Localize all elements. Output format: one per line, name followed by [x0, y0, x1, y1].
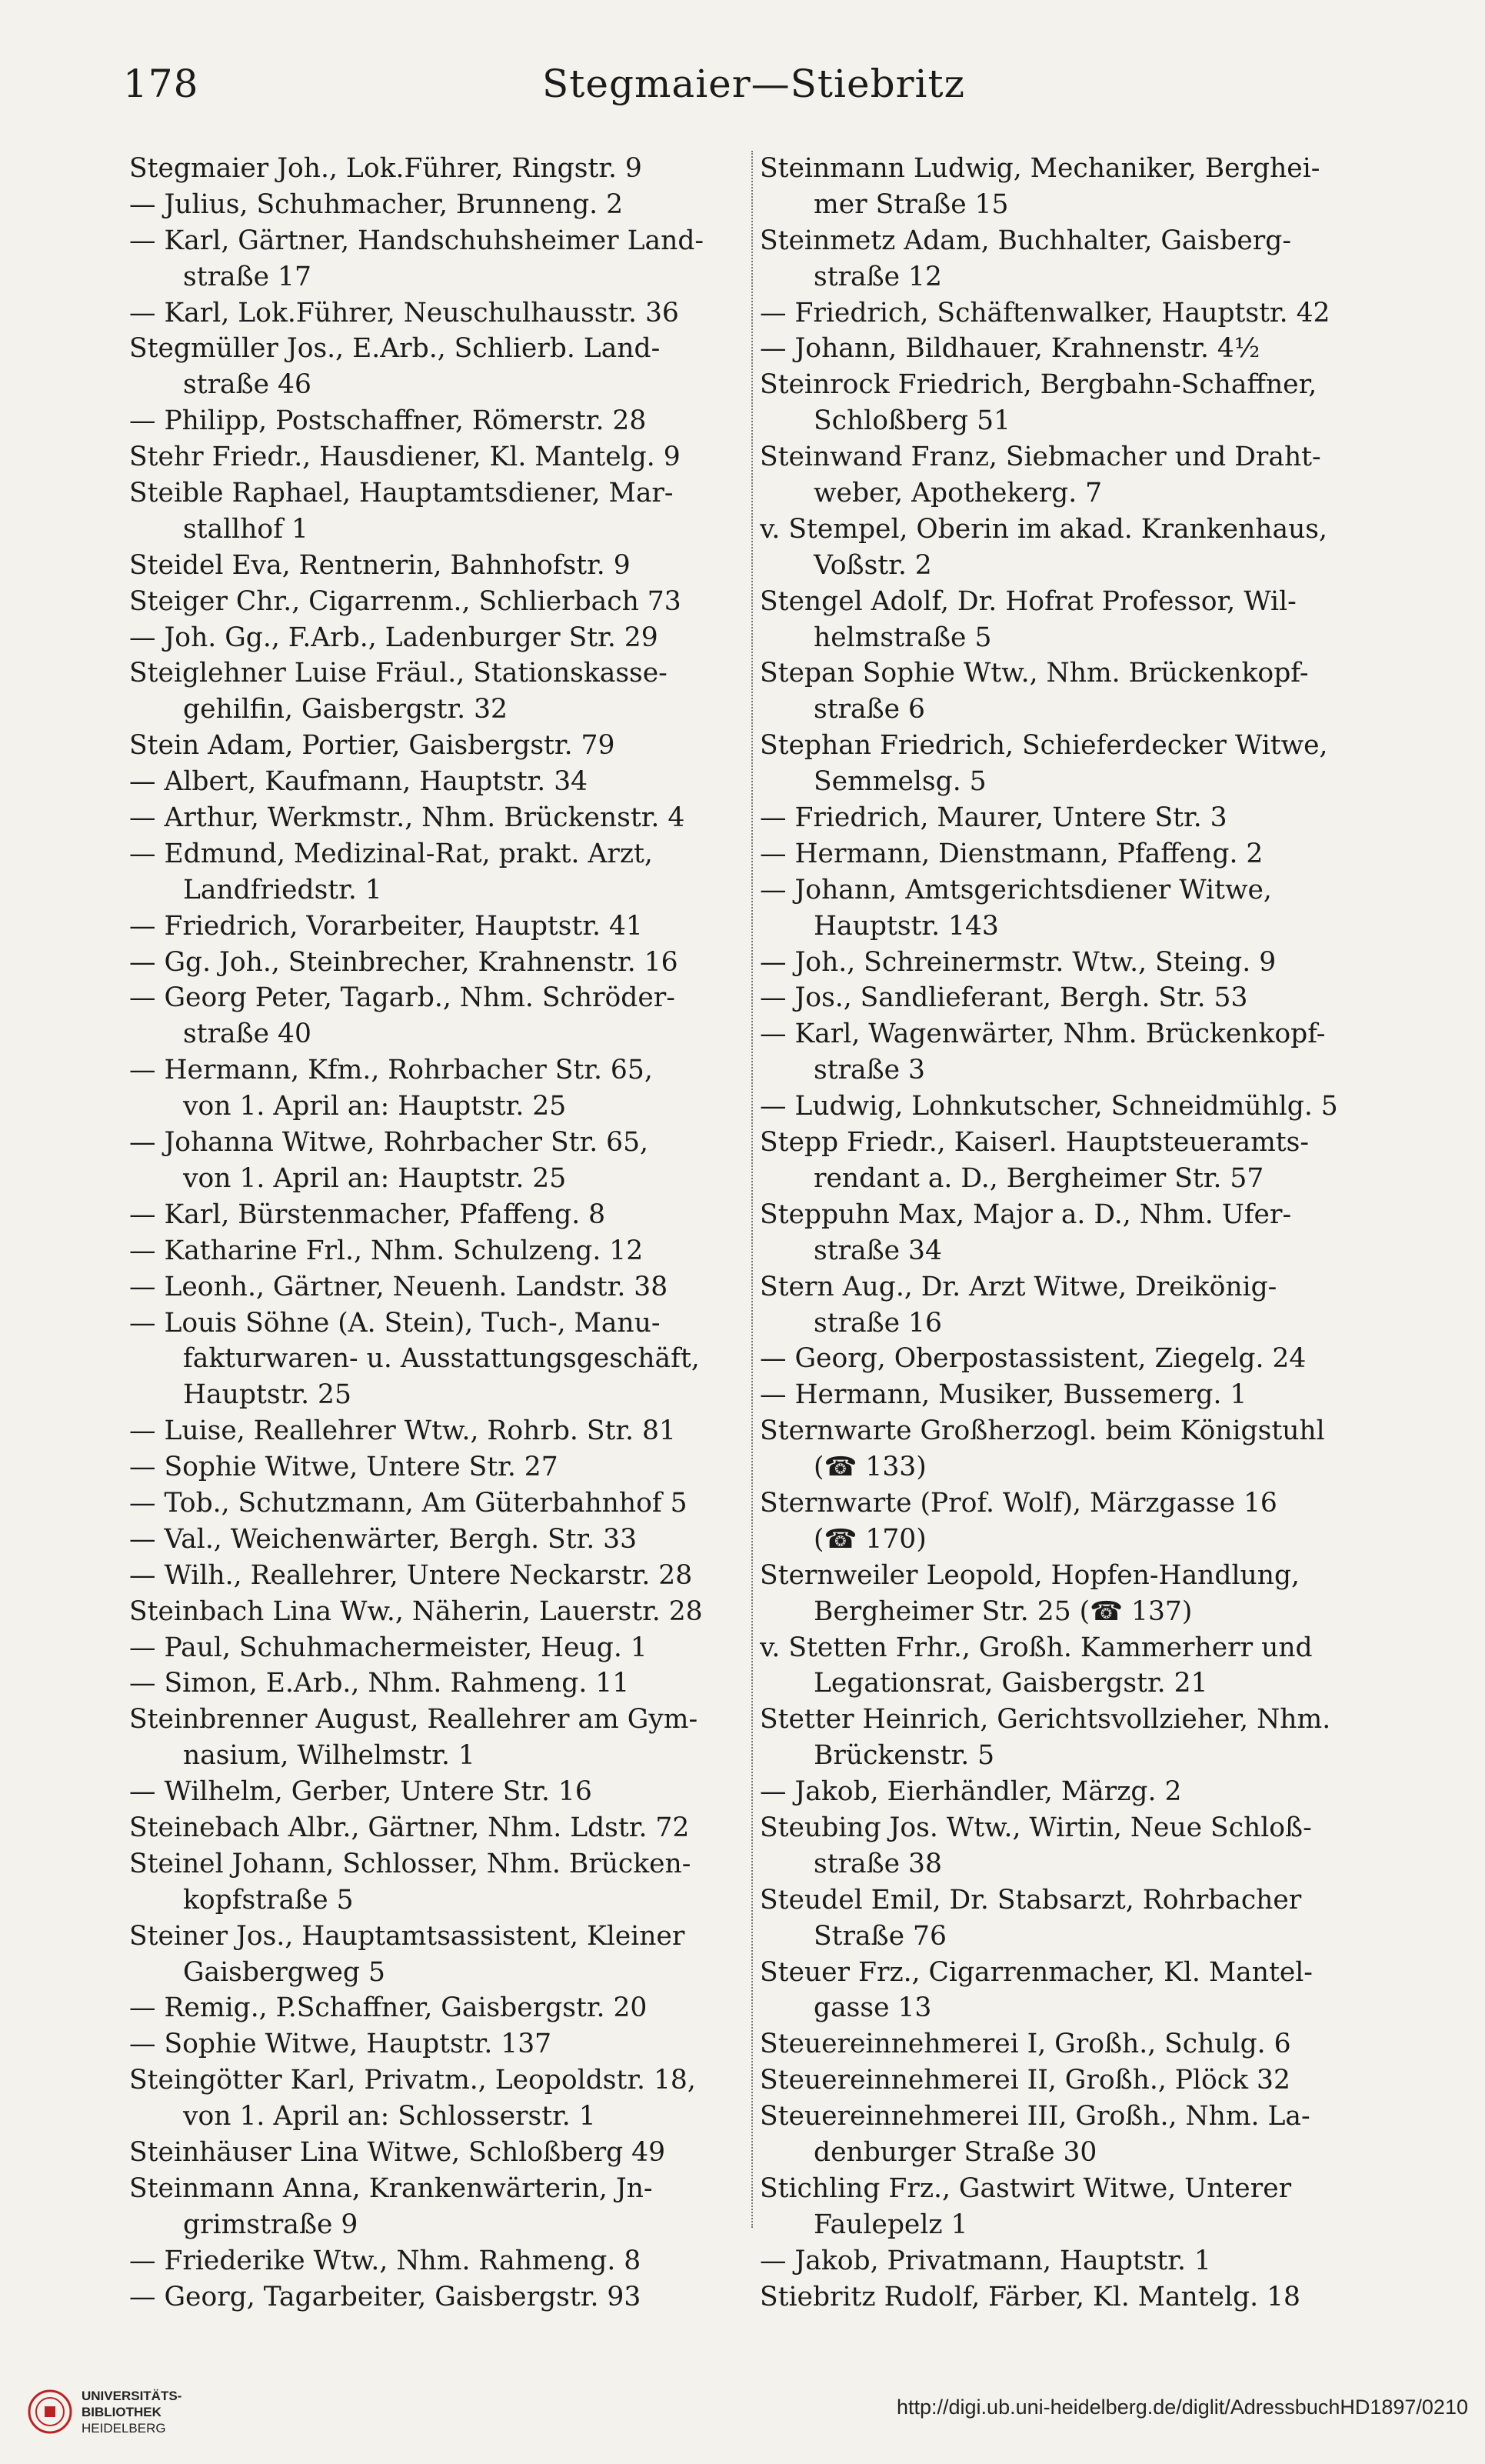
- entry-continuation: von 1. April an: Hauptstr. 25: [183, 1162, 567, 1194]
- directory-entry: — Julius, Schuhmacher, Brunneng. 2: [129, 188, 624, 220]
- entry-continuation: rendant a. D., Bergheimer Str. 57: [814, 1162, 1264, 1194]
- directory-entry: — Sophie Witwe, Untere Str. 27: [129, 1452, 558, 1483]
- directory-entry: Steuer Frz., Cigarrenmacher, Kl. Mantel-: [760, 1956, 1313, 1988]
- entry-continuation: helmstraße 5: [814, 622, 992, 653]
- directory-entry: Steinhäuser Lina Witwe, Schloßberg 49: [129, 2136, 666, 2168]
- entry-continuation: von 1. April an: Hauptstr. 25: [183, 1091, 567, 1122]
- directory-entry: — Edmund, Medizinal-Rat, prakt. Arzt,: [129, 838, 653, 869]
- directory-entry: Stengel Adolf, Dr. Hofrat Professor, Wil-: [760, 585, 1297, 617]
- directory-entry: Steidel Eva, Rentnerin, Bahnhofstr. 9: [129, 549, 631, 581]
- entry-continuation: gasse 13: [814, 1992, 932, 2024]
- directory-entry: Steudel Emil, Dr. Stabsarzt, Rohrbacher: [760, 1884, 1302, 1916]
- directory-entry: Steinrock Friedrich, Bergbahn-Schaffner,: [760, 369, 1317, 401]
- entry-continuation: Semmelsg. 5: [814, 766, 987, 798]
- directory-entry: — Paul, Schuhmachermeister, Heug. 1: [129, 1632, 648, 1663]
- directory-entry: — Leonh., Gärtner, Neuenh. Landstr. 38: [129, 1271, 668, 1302]
- directory-entry: Steiger Chr., Cigarrenm., Schlierbach 73: [129, 585, 681, 617]
- directory-entry: — Georg, Oberpostassistent, Ziegelg. 24: [760, 1343, 1307, 1375]
- directory-entry: Steuereinnehmerei I, Großh., Schulg. 6: [760, 2029, 1291, 2060]
- column-divider: [751, 151, 753, 2228]
- directory-entry: Steible Raphael, Hauptamtsdiener, Mar-: [129, 478, 674, 509]
- left-column: [129, 151, 748, 2315]
- entry-continuation: straße 46: [183, 369, 311, 401]
- directory-entry: — Wilh., Reallehrer, Untere Neckarstr. 28: [129, 1559, 693, 1591]
- directory-entry: — Joh. Gg., F.Arb., Ladenburger Str. 29: [129, 622, 658, 653]
- entry-continuation: straße 16: [814, 1307, 942, 1339]
- entry-continuation: straße 3: [814, 1055, 926, 1086]
- directory-entry: Steubing Jos. Wtw., Wirtin, Neue Schloß-: [760, 1812, 1312, 1843]
- directory-entry: Stern Aug., Dr. Arzt Witwe, Dreikönig-: [760, 1271, 1277, 1302]
- directory-entry: Stein Adam, Portier, Gaisbergstr. 79: [129, 730, 615, 762]
- directory-entry: — Louis Söhne (A. Stein), Tuch-, Manu-: [129, 1307, 661, 1339]
- entry-continuation: Legationsrat, Gaisbergstr. 21: [814, 1668, 1208, 1699]
- entry-continuation: nasium, Wilhelmstr. 1: [183, 1740, 475, 1772]
- entry-continuation: straße 17: [183, 261, 311, 292]
- directory-entry: Stepp Friedr., Kaiserl. Hauptsteueramts-: [760, 1127, 1310, 1159]
- directory-entry: — Georg Peter, Tagarb., Nhm. Schröder-: [129, 982, 675, 1014]
- directory-entry: — Georg, Tagarbeiter, Gaisbergstr. 93: [129, 2281, 641, 2312]
- directory-entry: Steinmetz Adam, Buchhalter, Gaisberg-: [760, 225, 1291, 256]
- directory-entry: Steinmann Anna, Krankenwärterin, Jn-: [129, 2172, 653, 2204]
- directory-entry: v. Stetten Frhr., Großh. Kammerherr und: [760, 1632, 1313, 1663]
- directory-entry: — Arthur, Werkmstr., Nhm. Brückenstr. 4: [129, 802, 685, 834]
- directory-entry: Stiebritz Rudolf, Färber, Kl. Mantelg. 18: [760, 2281, 1301, 2312]
- entry-continuation: weber, Apothekerg. 7: [814, 478, 1103, 509]
- entry-continuation: stallhof 1: [183, 513, 308, 545]
- directory-entry: Steiner Jos., Hauptamtsassistent, Kleiner: [129, 1920, 685, 1952]
- entry-continuation: straße 38: [814, 1848, 942, 1879]
- directory-entry: Stichling Frz., Gastwirt Witwe, Unterer: [760, 2172, 1292, 2204]
- directory-entry: — Hermann, Dienstmann, Pfaffeng. 2: [760, 838, 1264, 869]
- entry-continuation: Faulepelz 1: [814, 2209, 968, 2240]
- directory-entry: Stephan Friedrich, Schieferdecker Witwe,: [760, 730, 1328, 762]
- directory-entry: Steinbach Lina Ww., Näherin, Lauerstr. 28: [129, 1595, 703, 1627]
- entry-continuation: straße 34: [814, 1235, 942, 1266]
- entry-continuation: kopfstraße 5: [183, 1884, 354, 1916]
- directory-entry: — Johann, Bildhauer, Krahnenstr. 4½: [760, 333, 1260, 365]
- directory-entry: — Gg. Joh., Steinbrecher, Krahnenstr. 16: [129, 946, 678, 978]
- entry-continuation: straße 6: [814, 694, 926, 725]
- directory-entry: — Karl, Wagenwärter, Nhm. Brückenkopf-: [760, 1019, 1326, 1050]
- library-seal-icon: [28, 2389, 72, 2434]
- page-number: 178: [123, 62, 199, 106]
- directory-entry: Stetter Heinrich, Gerichtsvollzieher, Nhm.: [760, 1704, 1331, 1735]
- directory-entry: — Sophie Witwe, Hauptstr. 137: [129, 2029, 552, 2060]
- directory-entry: — Albert, Kaufmann, Hauptstr. 34: [129, 766, 588, 798]
- directory-entry: — Philipp, Postschaffner, Römerstr. 28: [129, 405, 647, 437]
- directory-entry: — Ludwig, Lohnkutscher, Schneidmühlg. 5: [760, 1091, 1338, 1122]
- directory-entry: Steinbrenner August, Reallehrer am Gym-: [129, 1704, 698, 1735]
- entry-continuation: Gaisbergweg 5: [183, 1956, 385, 1988]
- entry-continuation: (☎ 133): [814, 1452, 927, 1483]
- entry-continuation: Schloßberg 51: [814, 405, 1011, 437]
- directory-entry: v. Stempel, Oberin im akad. Krankenhaus,: [760, 513, 1327, 545]
- directory-entry: Steppuhn Max, Major a. D., Nhm. Ufer-: [760, 1199, 1292, 1230]
- directory-entry: — Jakob, Privatmann, Hauptstr. 1: [760, 2245, 1211, 2276]
- page-header: [123, 48, 1384, 109]
- entry-continuation: Hauptstr. 143: [814, 910, 999, 942]
- directory-entry: — Joh., Schreinermstr. Wtw., Steing. 9: [760, 946, 1277, 978]
- entry-continuation: Landfriedstr. 1: [183, 874, 382, 905]
- directory-entry: Steuereinnehmerei II, Großh., Plöck 32: [760, 2065, 1290, 2096]
- entry-continuation: fakturwaren- u. Ausstattungsgeschäft,: [183, 1343, 700, 1375]
- directory-entry: — Friedrich, Schäftenwalker, Hauptstr. 42: [760, 297, 1330, 328]
- entry-continuation: straße 12: [814, 261, 942, 292]
- directory-entry: Stepan Sophie Wtw., Nhm. Brückenkopf-: [760, 658, 1309, 689]
- directory-entry: — Remig., P.Schaffner, Gaisbergstr. 20: [129, 1992, 648, 2024]
- entry-continuation: denburger Straße 30: [814, 2136, 1097, 2168]
- entry-continuation: Hauptstr. 25: [183, 1379, 351, 1411]
- directory-entry: Steuereinnehmerei III, Großh., Nhm. La-: [760, 2101, 1310, 2132]
- entry-continuation: (☎ 170): [814, 1523, 927, 1555]
- directory-entry: — Wilhelm, Gerber, Untere Str. 16: [129, 1776, 592, 1808]
- directory-entry: Steinmann Ludwig, Mechaniker, Berghei-: [760, 153, 1320, 184]
- source-url-link[interactable]: http://digi.ub.uni-heidelberg.de/diglit/AdressbuchHD1897/0210: [896, 2396, 1468, 2419]
- directory-entry: Sternwarte (Prof. Wolf), Märzgasse 16: [760, 1487, 1277, 1519]
- directory-entry: — Hermann, Kfm., Rohrbacher Str. 65,: [129, 1055, 653, 1086]
- directory-entry: — Friedrich, Vorarbeiter, Hauptstr. 41: [129, 910, 643, 942]
- directory-entry: — Hermann, Musiker, Bussemerg. 1: [760, 1379, 1247, 1411]
- footer: [0, 2339, 1485, 2464]
- directory-entry: Steinwand Franz, Siebmacher und Draht-: [760, 442, 1321, 473]
- directory-entry: — Jakob, Eierhändler, Märzg. 2: [760, 1776, 1182, 1808]
- right-column: [760, 151, 1375, 2315]
- directory-entry: Steinel Johann, Schlosser, Nhm. Brücken-: [129, 1848, 691, 1879]
- directory-entry: — Luise, Reallehrer Wtw., Rohrb. Str. 81: [129, 1415, 676, 1447]
- directory-entry: — Katharine Frl., Nhm. Schulzeng. 12: [129, 1235, 644, 1266]
- entry-continuation: von 1. April an: Schlosserstr. 1: [183, 2101, 596, 2132]
- directory-entry: Stehr Friedr., Hausdiener, Kl. Mantelg. 9: [129, 442, 681, 473]
- directory-entry: Sternweiler Leopold, Hopfen-Handlung,: [760, 1559, 1300, 1591]
- library-logo[interactable]: [28, 2385, 205, 2439]
- directory-entry: — Johann, Amtsgerichtsdiener Witwe,: [760, 874, 1272, 905]
- directory-entry: Stegmaier Joh., Lok.Führer, Ringstr. 9: [129, 153, 642, 184]
- entry-continuation: grimstraße 9: [183, 2209, 358, 2240]
- running-title: Stegmaier—Stiebritz: [542, 62, 965, 106]
- library-name: UNIVERSITÄTS- BIBLIOTHEK HEIDELBERG: [82, 2389, 182, 2436]
- directory-entry: Steinebach Albr., Gärtner, Nhm. Ldstr. 72: [129, 1812, 690, 1843]
- entry-continuation: gehilfin, Gaisbergstr. 32: [183, 694, 508, 725]
- entry-continuation: Voßstr. 2: [814, 549, 932, 581]
- entry-continuation: Brückenstr. 5: [814, 1740, 995, 1772]
- directory-entry: — Val., Weichenwärter, Bergh. Str. 33: [129, 1523, 638, 1555]
- directory-entry: — Karl, Gärtner, Handschuhsheimer Land-: [129, 225, 704, 256]
- directory-entry: Stegmüller Jos., E.Arb., Schlierb. Land-: [129, 333, 661, 365]
- directory-entry: — Karl, Bürstenmacher, Pfaffeng. 8: [129, 1199, 606, 1230]
- directory-entry: — Jos., Sandlieferant, Bergh. Str. 53: [760, 982, 1248, 1014]
- entry-continuation: Straße 76: [814, 1920, 947, 1952]
- entry-continuation: straße 40: [183, 1019, 311, 1050]
- directory-entry: — Tob., Schutzmann, Am Güterbahnhof 5: [129, 1487, 688, 1519]
- directory-entry: — Simon, E.Arb., Nhm. Rahmeng. 11: [129, 1668, 630, 1699]
- directory-entry: Steingötter Karl, Privatm., Leopoldstr. 18,: [129, 2065, 696, 2096]
- directory-entry: Sternwarte Großherzogl. beim Königstuhl: [760, 1415, 1325, 1447]
- entry-continuation: Bergheimer Str. 25 (☎ 137): [814, 1595, 1193, 1627]
- directory-entry: Steiglehner Luise Fräul., Stationskasse-: [129, 658, 668, 689]
- directory-entry: — Karl, Lok.Führer, Neuschulhausstr. 36: [129, 297, 679, 328]
- directory-entry: — Johanna Witwe, Rohrbacher Str. 65,: [129, 1127, 648, 1159]
- directory-entry: — Friedrich, Maurer, Untere Str. 3: [760, 802, 1227, 834]
- entry-continuation: mer Straße 15: [814, 188, 1009, 220]
- directory-entry: — Friederike Wtw., Nhm. Rahmeng. 8: [129, 2245, 641, 2276]
